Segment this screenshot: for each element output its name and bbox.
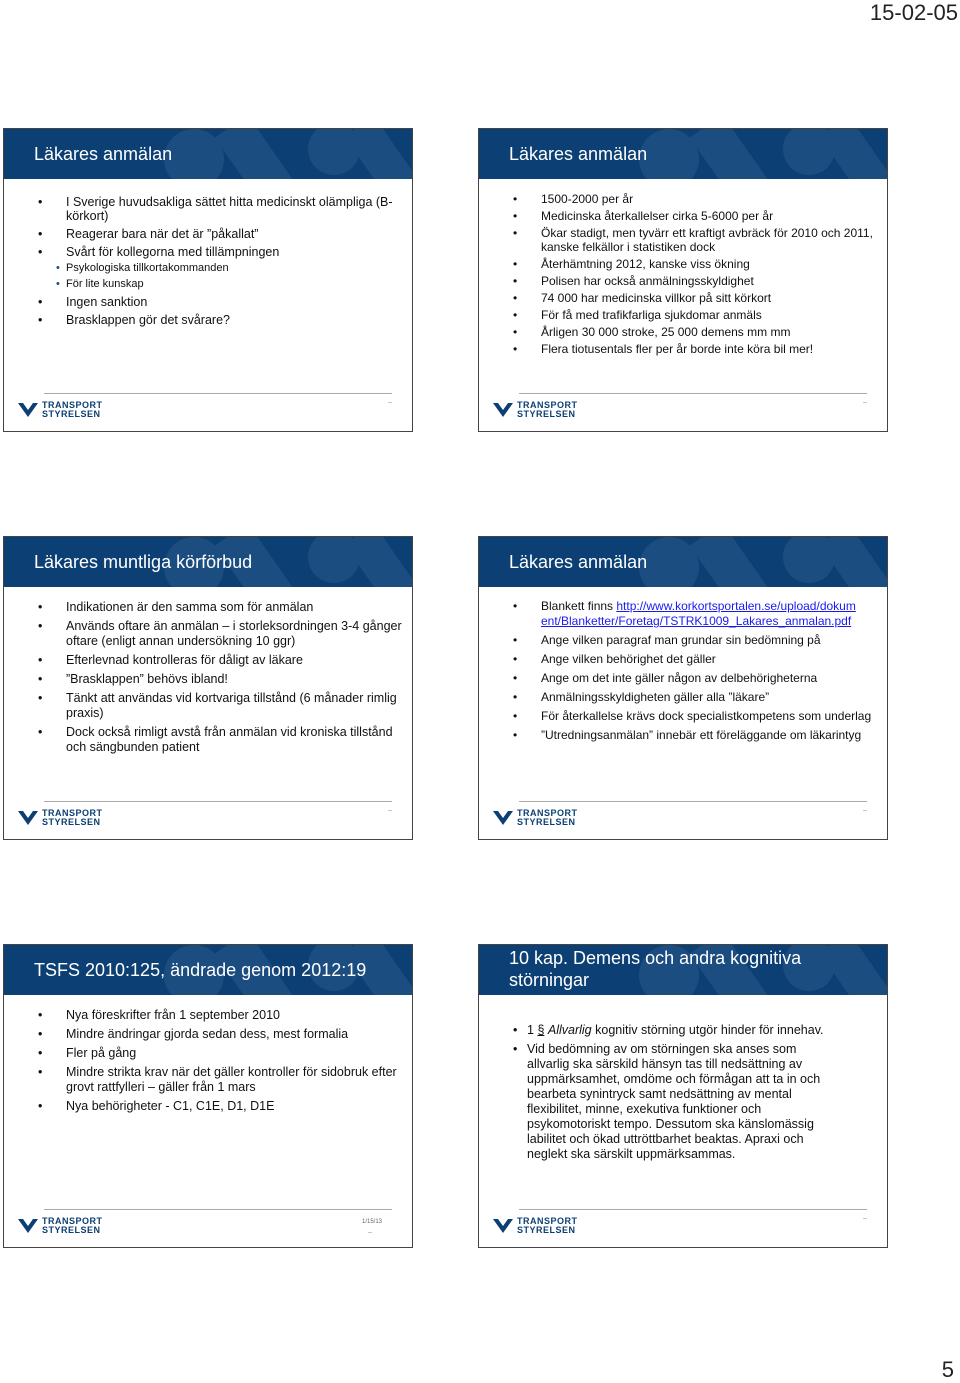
bullet-item: • Återhämtning 2012, kanske viss ökning bbox=[479, 257, 887, 271]
logo-mark-icon bbox=[18, 811, 38, 825]
slide-header bbox=[479, 537, 887, 587]
bullet-item: • 1 § Allvarlig kognitiv störning utgör hinder för innehav. bbox=[479, 1023, 887, 1038]
footer-divider bbox=[44, 801, 392, 802]
slide-footer bbox=[479, 387, 887, 431]
bullet-item: • Svårt för kollegorna med tillämpningen bbox=[4, 245, 412, 259]
bullet-item: • För få med trafikfarliga sjukdomar anmäls bbox=[479, 308, 887, 322]
footer-mark: – bbox=[368, 1229, 372, 1236]
footer-divider bbox=[519, 393, 867, 394]
slide-footer bbox=[4, 387, 412, 431]
logo-text: TRANSPORT STYRELSEN bbox=[42, 808, 103, 827]
bullet-item: • Ökar stadigt, men tyvärr ett kraftigt avbräck för 2010 och 2011, kanske felkällor i statistiken dock bbox=[479, 226, 887, 254]
bullet-item: • Tänkt att användas vid kortvariga tillstånd (6 månader rimlig praxis) bbox=[4, 691, 412, 721]
bullet-list bbox=[479, 192, 887, 356]
slide-5 bbox=[3, 944, 413, 1248]
bullet-item: • 1500-2000 per år bbox=[479, 192, 887, 206]
bullet-item: • Nya behörigheter - C1, C1E, D1, D1E bbox=[4, 1099, 412, 1114]
slide-body bbox=[4, 179, 412, 391]
transportstyrelsen-logo bbox=[18, 808, 103, 829]
slide-title: Läkares anmälan bbox=[34, 144, 173, 164]
transportstyrelsen-logo bbox=[18, 1216, 103, 1237]
bullet-item: • Används oftare än anmälan – i storleksordningen 3-4 gånger oftare (enligt annan undersökning 10 ggr) bbox=[4, 619, 412, 649]
bullet-list bbox=[4, 1008, 412, 1114]
bullet-item: • Dock också rimligt avstå från anmälan vid kroniska tillstånd och sängbunden patient bbox=[4, 725, 412, 755]
link-prefix: Blankett finns bbox=[541, 599, 617, 613]
slide-4 bbox=[478, 536, 888, 840]
bullet-item: • Indikationen är den samma som för anmälan bbox=[4, 600, 412, 615]
slide-title: Läkares anmälan bbox=[509, 144, 648, 164]
footer-mark: – bbox=[863, 1215, 867, 1222]
logo-text: TRANSPORT STYRELSEN bbox=[42, 1216, 103, 1235]
transportstyrelsen-logo bbox=[493, 1216, 578, 1237]
bullet-list bbox=[4, 600, 412, 755]
sub-bullet-item: • Psykologiska tillkortakommanden bbox=[4, 261, 412, 275]
logo-text: TRANSPORT STYRELSEN bbox=[42, 400, 103, 419]
slide-3 bbox=[3, 536, 413, 840]
logo-mark-icon bbox=[18, 1219, 38, 1233]
slide-body bbox=[479, 995, 887, 1207]
bullet-item bbox=[479, 599, 887, 629]
page-number: 5 bbox=[941, 1357, 954, 1382]
bullet-item: • Polisen har också anmälningsskyldighet bbox=[479, 274, 887, 288]
footer-mark: – bbox=[863, 399, 867, 406]
bullet-item: • Mindre strikta krav när det gäller kontroller för sidobruk efter grovt rattfylleri – gäller från 1 mars bbox=[4, 1065, 412, 1095]
slide-header bbox=[479, 945, 887, 995]
footer-mark: – bbox=[863, 807, 867, 814]
slide-body bbox=[479, 179, 887, 391]
logo-mark-icon bbox=[493, 1219, 513, 1233]
bullet-item: • Efterlevnad kontrolleras för dåligt av läkare bbox=[4, 653, 412, 668]
bullet-item: • Ange om det inte gäller någon av delbehörigheterna bbox=[479, 671, 887, 686]
slide-body bbox=[4, 587, 412, 799]
footer-divider bbox=[519, 801, 867, 802]
bullet-item: • Anmälningsskyldigheten gäller alla ”läkare” bbox=[479, 690, 887, 705]
slide-header bbox=[4, 129, 412, 179]
bullet-item: • Medicinska återkallelser cirka 5-6000 per år bbox=[479, 209, 887, 223]
bullet-item: • I Sverige huvudsakliga sättet hitta medicinskt olämpliga (B-körkort) bbox=[4, 195, 412, 223]
bullet-item: • Ingen sanktion bbox=[4, 295, 412, 309]
bullet-item: • Brasklappen gör det svårare? bbox=[4, 313, 412, 327]
sub-bullet-item: • För lite kunskap bbox=[4, 277, 412, 291]
slide-footer bbox=[4, 795, 412, 839]
blankett-link[interactable]: http://www.korkortsportalen.se/upload/dokument/Blanketter/Foretag/TSTRK1009_Lakares_anmalan.pdf bbox=[541, 599, 856, 628]
slide-title: 10 kap. Demens och andra kognitiva störningar bbox=[509, 948, 802, 990]
logo-mark-icon bbox=[18, 403, 38, 417]
bullet-item: • Ange vilken behörighet det gäller bbox=[479, 652, 887, 667]
slide-6 bbox=[478, 944, 888, 1248]
footer-divider bbox=[44, 393, 392, 394]
slide-header bbox=[4, 945, 412, 995]
bullet-item: • 74 000 har medicinska villkor på sitt körkort bbox=[479, 291, 887, 305]
slide-2 bbox=[478, 128, 888, 432]
slide-header bbox=[4, 537, 412, 587]
slide-header bbox=[479, 129, 887, 179]
logo-text: TRANSPORT STYRELSEN bbox=[517, 808, 578, 827]
bullet-item: • ”Utredningsanmälan” innebär ett föreläggande om läkarintyg bbox=[479, 728, 887, 743]
slide-body bbox=[479, 587, 887, 799]
bullet-list bbox=[479, 1023, 887, 1162]
slide-title: Läkares muntliga körförbud bbox=[34, 552, 253, 572]
footer-divider bbox=[519, 1209, 867, 1210]
logo-mark-icon bbox=[493, 811, 513, 825]
logo-text: TRANSPORT STYRELSEN bbox=[517, 1216, 578, 1235]
slide-footer bbox=[4, 1203, 412, 1247]
transportstyrelsen-logo bbox=[18, 400, 103, 421]
logo-mark-icon bbox=[493, 403, 513, 417]
slide-1 bbox=[3, 128, 413, 432]
slide-body bbox=[4, 995, 412, 1207]
logo-text: TRANSPORT STYRELSEN bbox=[517, 400, 578, 419]
bullet-item: • Reagerar bara när det är ”påkallat” bbox=[4, 227, 412, 241]
bullet-item: • ”Brasklappen” behövs ibland! bbox=[4, 672, 412, 687]
page-date: 15-02-05 bbox=[869, 0, 958, 25]
transportstyrelsen-logo bbox=[493, 400, 578, 421]
bullet-item: • Mindre ändringar gjorda sedan dess, mest formalia bbox=[4, 1027, 412, 1042]
bullet-item: • Fler på gång bbox=[4, 1046, 412, 1061]
footer-divider bbox=[44, 1209, 392, 1210]
bullet-item: • Ange vilken paragraf man grundar sin bedömning på bbox=[479, 633, 887, 648]
slide-title: TSFS 2010:125, ändrade genom 2012:19 bbox=[34, 960, 367, 980]
bullet-item: • Årligen 30 000 stroke, 25 000 demens mm mm bbox=[479, 325, 887, 339]
bullet-list bbox=[4, 195, 412, 327]
footer-mark: – bbox=[388, 399, 392, 406]
slide-footer bbox=[479, 1203, 887, 1247]
slide-footer bbox=[479, 795, 887, 839]
bullet-item: • Vid bedömning av om störningen ska anses som allvarlig ska särskild hänsyn tas till nedsättning av uppmärksamhet, omdöme och förmågan att ta in och bearbeta synintryck samt nedsättning av mental flexibilitet, minne, exekutiva funktioner och psykomotoriskt tempo. Dessutom ska känslomässig labilitet och ökad uttröttbarhet beaktas. Apraxi och neglekt ska särskilt uppmärksammas. bbox=[479, 1042, 887, 1162]
transportstyrelsen-logo bbox=[493, 808, 578, 829]
bullet-item: • Nya föreskrifter från 1 september 2010 bbox=[4, 1008, 412, 1023]
footer-date: 1/15/13 bbox=[362, 1219, 383, 1225]
bullet-list bbox=[479, 599, 887, 743]
slide-title: Läkares anmälan bbox=[509, 552, 648, 572]
bullet-item: • Flera tiotusentals fler per år borde inte köra bil mer! bbox=[479, 342, 887, 356]
bullet-item: • För återkallelse krävs dock specialistkompetens som underlag bbox=[479, 709, 887, 724]
footer-mark: – bbox=[388, 807, 392, 814]
